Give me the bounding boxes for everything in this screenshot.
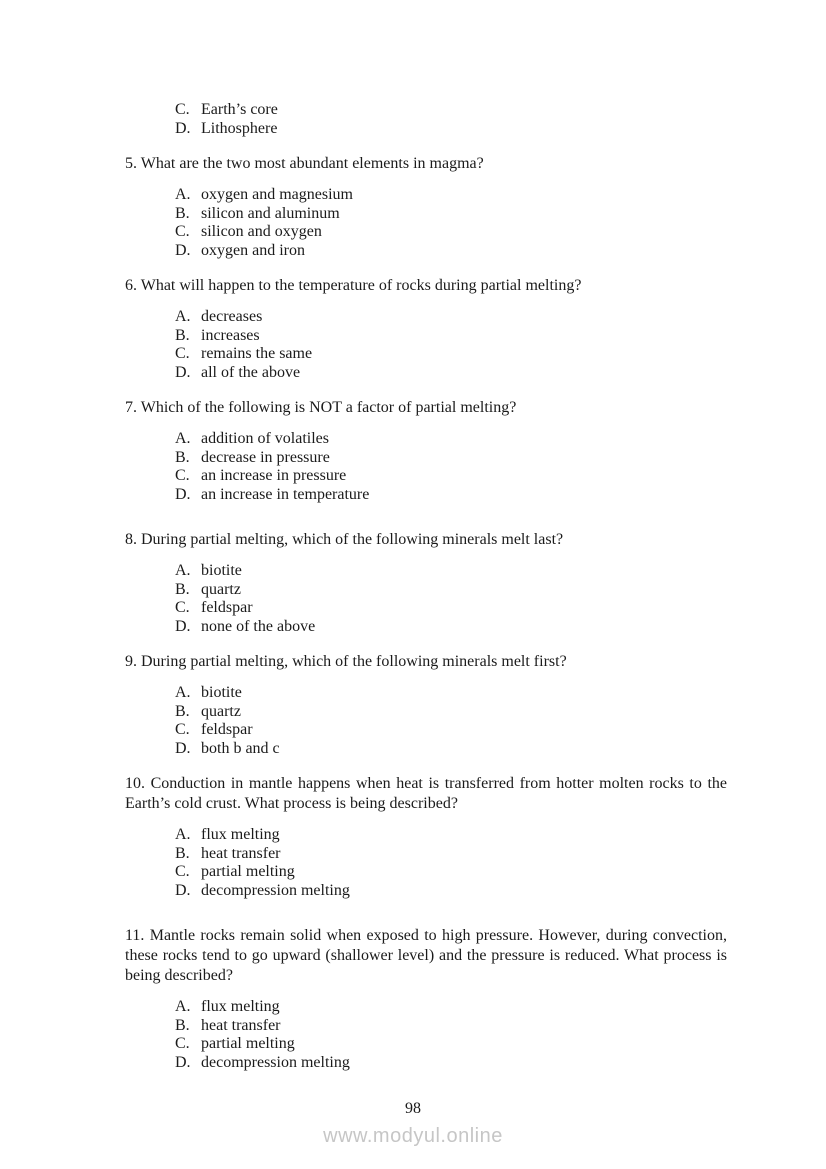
question-block-5	[125, 154, 727, 260]
question-block-9	[125, 652, 727, 758]
option-row	[175, 618, 727, 637]
option-text: silicon and oxygen	[201, 223, 322, 240]
option-text: an increase in pressure	[201, 467, 347, 484]
option-text: an increase in temperature	[201, 485, 370, 503]
option-letter: D.	[175, 617, 191, 635]
option-row	[175, 740, 727, 759]
question-text: 10. Conduction in mantle happens when heat is transferred from hotter molten rocks to the Earth’s cold crust. What process is being described?	[125, 775, 727, 812]
option-text: feldspar	[201, 599, 253, 616]
option-letter: A.	[175, 430, 191, 447]
option-text: quartz	[201, 702, 241, 720]
option-letter: B.	[175, 204, 190, 222]
option-letter: D.	[175, 241, 191, 259]
option-row	[175, 562, 727, 581]
option-row	[175, 998, 727, 1017]
option-letter: C.	[175, 599, 190, 616]
option-letter: A.	[175, 826, 191, 843]
option-text: flux melting	[201, 998, 280, 1015]
option-row	[175, 486, 727, 505]
option-letter: A.	[175, 684, 191, 701]
question-text: 6. What will happen to the temperature of rocks during partial melting?	[125, 277, 582, 294]
option-letter: C.	[175, 1035, 190, 1052]
option-text: all of the above	[201, 363, 301, 381]
option-row	[175, 1017, 727, 1036]
option-text: decrease in pressure	[201, 448, 330, 466]
option-text: increases	[201, 326, 260, 344]
option-letter: C.	[175, 345, 190, 362]
option-text: biotite	[201, 684, 242, 701]
option-letter: C.	[175, 721, 190, 738]
option-text: decompression melting	[201, 1053, 350, 1071]
option-row	[175, 882, 727, 901]
option-row	[175, 467, 727, 486]
options-list	[175, 430, 727, 504]
option-row	[175, 826, 727, 845]
option-letter: D.	[175, 881, 191, 899]
watermark-text: www.modyul.online	[323, 1125, 503, 1147]
option-letter: C.	[175, 223, 190, 240]
option-row	[175, 223, 727, 242]
page-content	[125, 101, 727, 1072]
option-letter: A.	[175, 998, 191, 1015]
option-letter: D.	[175, 119, 191, 137]
option-text: quartz	[201, 580, 241, 598]
question-block-7	[125, 398, 727, 504]
option-row	[175, 205, 727, 224]
option-letter: B.	[175, 580, 190, 598]
option-letter: B.	[175, 702, 190, 720]
option-letter: D.	[175, 485, 191, 503]
option-text: partial melting	[201, 1035, 295, 1052]
option-letter: B.	[175, 844, 190, 862]
option-text: heat transfer	[201, 844, 281, 862]
page-number: 98	[405, 1100, 421, 1117]
option-letter: B.	[175, 1016, 190, 1034]
option-letter: A.	[175, 308, 191, 325]
option-text: biotite	[201, 562, 242, 579]
option-row	[175, 430, 727, 449]
question-text: 9. During partial melting, which of the following minerals melt first?	[125, 653, 567, 670]
question-block-10	[125, 774, 727, 900]
option-row	[175, 449, 727, 468]
option-letter: C.	[175, 467, 190, 484]
options-list	[175, 186, 727, 260]
option-text: decreases	[201, 308, 263, 325]
option-text: remains the same	[201, 345, 313, 362]
option-letter: C.	[175, 863, 190, 880]
option-row	[175, 345, 727, 364]
option-row	[175, 308, 727, 327]
option-text: flux melting	[201, 826, 280, 843]
options-list	[175, 684, 727, 758]
option-text: both b and c	[201, 739, 280, 757]
option-letter: D.	[175, 739, 191, 757]
option-row	[175, 1035, 727, 1054]
option-text: oxygen and magnesium	[201, 186, 353, 203]
lead-options-list	[175, 101, 727, 138]
option-text: decompression melting	[201, 881, 350, 899]
option-row	[175, 581, 727, 600]
option-letter: D.	[175, 363, 191, 381]
option-row	[175, 845, 727, 864]
option-letter: D.	[175, 1053, 191, 1071]
question-block-6	[125, 276, 727, 382]
option-row	[175, 599, 727, 618]
question-text: 11. Mantle rocks remain solid when exposed to high pressure. However, during convection, these rocks tend to go upward (shallower level) and the pressure is reduced. What process is being described?	[125, 927, 727, 984]
option-row	[175, 186, 727, 205]
question-text: 7. Which of the following is NOT a factor of partial melting?	[125, 399, 517, 416]
option-row	[175, 364, 727, 383]
options-list	[175, 998, 727, 1072]
option-text: feldspar	[201, 721, 253, 738]
option-row	[175, 684, 727, 703]
option-text: partial melting	[201, 863, 295, 880]
option-text: none of the above	[201, 617, 316, 635]
option-text: Lithosphere	[201, 119, 278, 137]
option-letter: A.	[175, 562, 191, 579]
option-letter: B.	[175, 326, 190, 344]
option-letter: C.	[175, 101, 190, 118]
option-row	[175, 242, 727, 261]
option-text: oxygen and iron	[201, 241, 305, 259]
question-text: 8. During partial melting, which of the following minerals melt last?	[125, 531, 564, 548]
option-text: silicon and aluminum	[201, 204, 340, 222]
option-row	[175, 327, 727, 346]
option-row	[175, 120, 727, 139]
option-row	[175, 863, 727, 882]
options-list	[175, 562, 727, 636]
option-row	[175, 703, 727, 722]
question-text: 5. What are the two most abundant elements in magma?	[125, 155, 484, 172]
option-text: addition of volatiles	[201, 430, 329, 447]
options-list	[175, 826, 727, 900]
option-row	[175, 101, 727, 120]
options-list	[175, 308, 727, 382]
question-block-8	[125, 530, 727, 636]
option-text: heat transfer	[201, 1016, 281, 1034]
option-row	[175, 721, 727, 740]
option-letter: B.	[175, 448, 190, 466]
question-block-11	[125, 926, 727, 1072]
option-row	[175, 1054, 727, 1073]
option-text: Earth’s core	[201, 101, 278, 118]
option-letter: A.	[175, 186, 191, 203]
